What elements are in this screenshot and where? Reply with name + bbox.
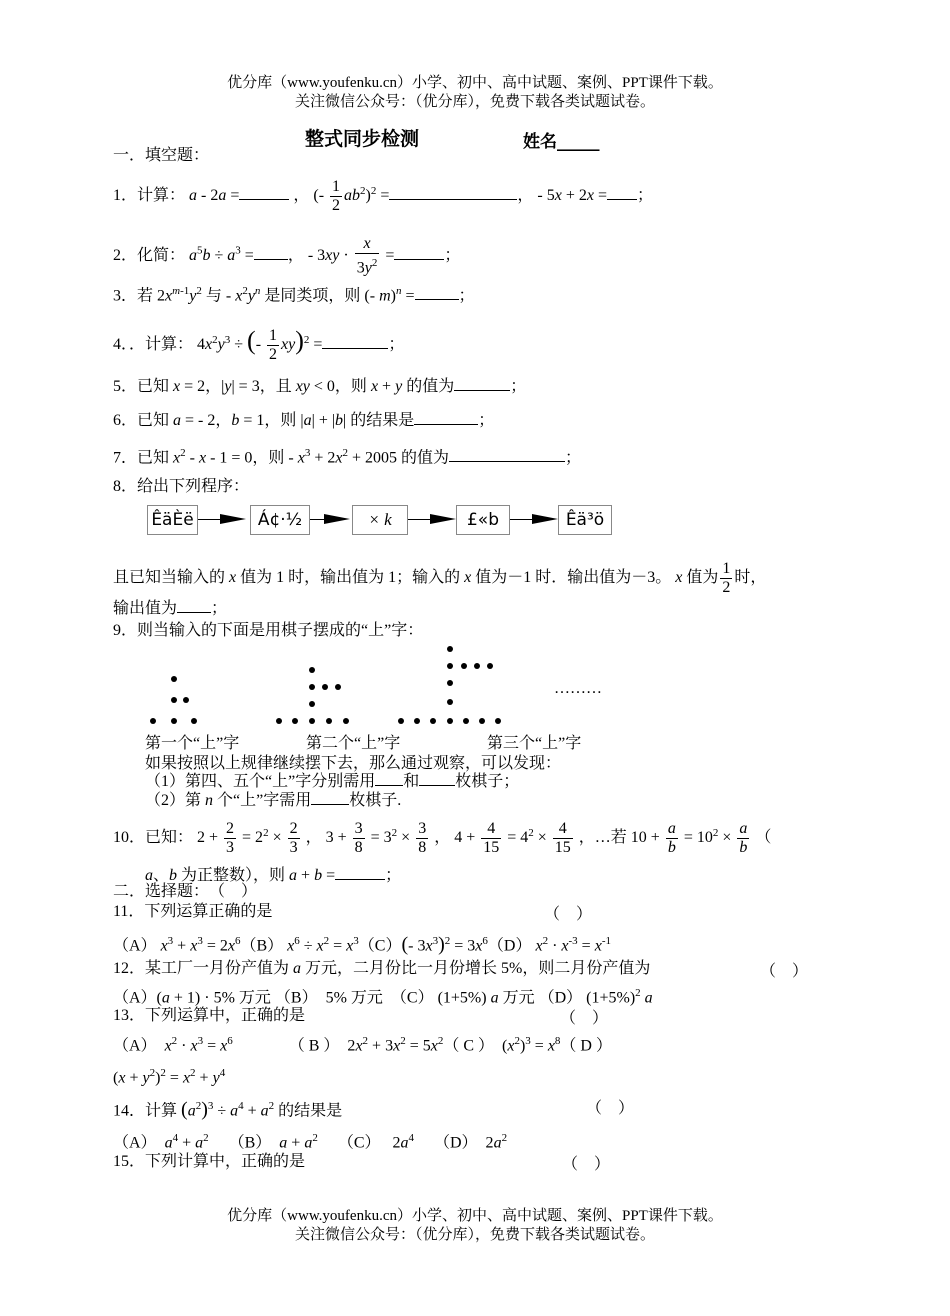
q4-label: 4．．计算： [113, 336, 194, 354]
q12-options: （A）(a + 1) · 5% 万元 （B） 5% 万元 （C） (1+5%) a 万元 （D） $(1+5\%)^2$ a [113, 987, 653, 1007]
question-10-line-2: a、b 为正整数），则 a + b = ； [145, 867, 402, 884]
footer-line-2: 关注微信公众号：（优分库），免费下载各类试题试卷。 [294, 1227, 655, 1243]
chess-piece [276, 718, 282, 724]
chess-piece [309, 701, 315, 707]
q14-answer-paren: （ ） [586, 1100, 635, 1117]
chess-piece [343, 718, 349, 724]
q15-stem: 15．下列计算中，正确的是 [113, 1153, 306, 1170]
section-fill-blank: 一．填空题： [113, 147, 210, 164]
chess-piece [326, 718, 332, 724]
q12-answer-paren: （ ） [760, 963, 809, 980]
chess-piece [322, 684, 328, 690]
flow-arrow-icon [324, 514, 350, 524]
q14-stem: 14．计算 $(a^2)^3 \div a^4 + a^2$ 的结果是 [113, 1098, 343, 1121]
header-line-1: 优分库（www.youfenku.cn）小学、初中、高中试题、案例、PPT课件下载。 [227, 75, 723, 91]
q1-label: 1．计算： [113, 187, 186, 205]
chess-piece [309, 684, 315, 690]
chess-piece [309, 667, 315, 673]
caption-figure-3: 第三个“上”字 [487, 735, 582, 752]
caption-figure-2: 第二个“上”字 [306, 735, 401, 752]
chess-piece [183, 697, 189, 703]
flow-connector [508, 519, 532, 520]
q9-observation: 如果按照以上规律继续摆下去，那么通过观察，可以发现： [145, 755, 562, 772]
q13-stem: 13．下列运算中，正确的是 [113, 1007, 306, 1024]
q11-options: （A） $x^3 + x^3 = 2x^6(B) x^6 \div x^2 = x^3(C)(-$ $3x^3)^2 = 3x^6(D) x^2 \cdot x^{-3} = x^{-1}$ [113, 933, 611, 956]
flow-box-output: Êä³ö [558, 505, 612, 535]
chess-piece [447, 680, 453, 686]
chess-piece [150, 718, 156, 724]
q8-label: 8．给出下列程序： [113, 478, 250, 495]
question-7: 7．已知 $x^2 - x - 1 = 0$，则 - $x^3 + 2x^2 + 2005$ 的值为 ； [113, 447, 582, 467]
chess-piece [479, 718, 485, 724]
caption-figure-1: 第一个“上”字 [145, 735, 240, 752]
page-title: 整式同步检测 [305, 128, 420, 150]
question-4: 4．．计算： $4x^2y^3$ ÷ (- $\frac{1}{2}$ xy)$^2$ = ； [113, 326, 405, 363]
flow-connector [308, 519, 324, 520]
name-label: 姓名_____ [523, 132, 600, 152]
chess-piece [414, 718, 420, 724]
q13-option-d: $(x + y^2)^2 = x^2 + y^4$ [113, 1067, 226, 1087]
chess-piece [487, 663, 493, 669]
q13-options: （A） $x^2 \cdot x^3 = x^6$ （ B ） $2x^2 + 3x^2 = 5x^2$（ C ） $(x^2)^3 = x^8$（ D ） [113, 1035, 612, 1055]
q9-part-2: （2）第 n 个“上”字需用 枚棋子. [145, 792, 402, 809]
q12-stem: 12．某工厂一月份产值为 a 万元，二月份比一月份增长 5%，则二月份产值为 [113, 960, 651, 977]
chess-piece [461, 663, 467, 669]
question-2: 2．化简： $a^5b \div a^3$ = ， - 3xy · $\frac{x}{3y^2}$ = ； [113, 235, 461, 277]
chess-piece [463, 718, 469, 724]
flow-box-cube: Á¢·½ [250, 505, 310, 535]
flow-connector [196, 519, 220, 520]
q8-condition-line-2: 输出值为 ； [113, 600, 228, 617]
q2-label: 2．化简： [113, 246, 186, 264]
chess-piece [447, 663, 453, 669]
question-10-line-1: 10．已知： 2 + $\frac{2}{3}$ = $2^2$ × $\frac{2}{3}$ ， 3 + $\frac{3}{8}$ = $3^2$ × $\frac{3}{8}$ ， 4 + $\frac{4}{15}$ = $4^2$ × $\frac{4}{15}$ ，…若 10 + $\frac{a}{b}$ = $10^2$ × $\frac{a}{b}$ （ [113, 820, 772, 856]
question-5: 5．已知 x = 2，|y| = 3，且 xy < 0，则 x + y 的值为 ； [113, 378, 527, 395]
chess-piece [495, 718, 501, 724]
header-line-2: 关注微信公众号：（优分库），免费下载各类试题试卷。 [294, 94, 655, 110]
flow-arrow-icon [220, 514, 246, 524]
chess-piece [474, 663, 480, 669]
q9-label: 9．则当输入的下面是用棋子摆成的“上”字： [113, 622, 424, 639]
chess-piece [447, 646, 453, 652]
chess-piece [335, 684, 341, 690]
chess-piece [398, 718, 404, 724]
flow-box-plus-b: £«b [456, 505, 510, 535]
q13-answer-paren: （ ） [560, 1010, 609, 1027]
flow-box-input: ÊäÈë [147, 505, 198, 535]
q9-part-1: （1）第四、五个“上”字分别需用 和 枚棋子； [145, 773, 520, 790]
q11-answer-paren: （ ） [544, 906, 593, 923]
question-1: 1．计算： a - 2a = ， (- $\frac{1}{2}$ $ab^2)^2$ = ， - 5x + 2x = ； [113, 178, 654, 214]
section-multiple-choice: 二．选择题： （ ） [113, 883, 258, 900]
footer-line-1: 优分库（www.youfenku.cn）小学、初中、高中试题、案例、PPT课件下载。 [227, 1208, 723, 1224]
chess-piece [430, 718, 436, 724]
flow-arrow-icon [532, 514, 558, 524]
question-3: 3．若 $2x^{m-1}y^2$ 与 - $x^2y^n$ 是同类项，则 (- m)$^n$ = ； [113, 285, 475, 305]
chess-piece [171, 697, 177, 703]
flow-connector [406, 519, 430, 520]
chess-piece [171, 676, 177, 682]
chess-piece [447, 699, 453, 705]
q11-stem: 11．下列运算正确的是 [113, 903, 273, 920]
q14-options: （A） $a^4 + a^2$ （B） $a + a^2$ （C） $2a^4$ （D） $2a^2$ [113, 1132, 508, 1152]
flow-arrow-icon [430, 514, 456, 524]
question-6: 6．已知 a = - 2，b = 1，则 |a| + |b| 的结果是 ； [113, 412, 495, 429]
chess-piece [292, 718, 298, 724]
chess-piece [309, 718, 315, 724]
chess-piece [191, 718, 197, 724]
q8-condition-line-1: 且已知当输入的 x 值为 1 时，输出值为 1；输入的 x 值为－1 时．输出值为－3。 x 值为 $\frac{1}{2}$ 时， [113, 560, 767, 596]
flow-box-multiply-k: × k [352, 505, 408, 535]
q15-answer-paren: （ ） [562, 1156, 611, 1173]
chess-piece [447, 718, 453, 724]
figure-ellipsis: ……… [554, 680, 602, 697]
chess-piece [171, 718, 177, 724]
